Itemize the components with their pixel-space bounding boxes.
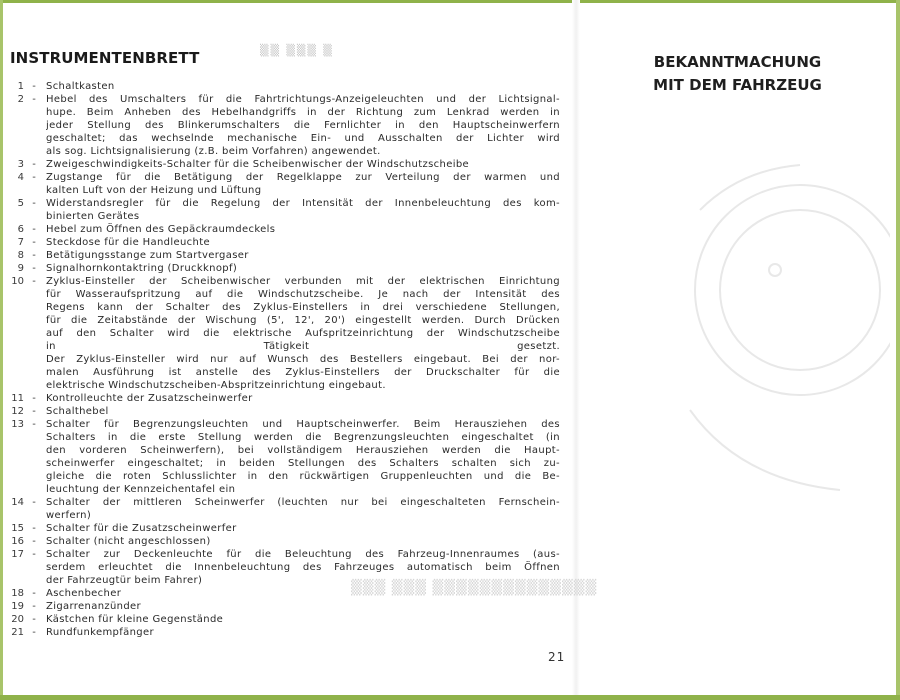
legend-item-text-line: Schalter für die Zusatzscheinwerfer <box>46 523 237 534</box>
page-border-bottom <box>0 695 900 700</box>
legend-item-dash: - <box>32 393 36 404</box>
legend-item-text-line: geschaltet; das wechselnde mechanische Ein- und Ausschalten der Lichter wird <box>46 133 560 144</box>
legend-item-number: 18 <box>11 588 24 599</box>
legend-item-dash: - <box>32 263 36 274</box>
legend-item-text-line: auf den Schalter wird die elektrische Aufspritzeinrichtung der Windschutzscheibe <box>46 328 560 339</box>
legend-item-number: 13 <box>11 419 24 430</box>
legend-item-text-line: Zweigeschwindigkeits-Schalter für die Scheibenwischer der Windschutzscheibe <box>46 159 470 170</box>
legend-item-text-line: der Fahrzeugtür beim Fahrer) <box>46 575 203 586</box>
legend-item-text-line: Schalters in die erste Stellung werden die Begrenzungsleuchten eingeschaltet (in <box>46 432 560 443</box>
section-heading: INSTRUMENTENBRETT <box>10 49 200 67</box>
legend-item-text-line: für die Zeitabstände der Wischung (5', 12', 20') eingestellt werden. Durch Drücken <box>46 315 560 326</box>
legend-item-number: 16 <box>11 536 24 547</box>
legend-item-dash: - <box>32 627 36 638</box>
legend-item-text-line: Zugstange für die Betätigung der Regelklappe zur Verteilung der warmen und <box>46 172 560 183</box>
legend-item-text-line: Zyklus-Einsteller der Scheibenwischer verbunden mit der elektrischen Einrichtung <box>46 276 560 287</box>
legend-item-text-line: Schalthebel <box>46 406 109 417</box>
legend-item-text-line: Schalter zur Deckenleuchte für die Beleuchtung des Fahrzeug-Innenraumes (aus- <box>46 549 560 560</box>
legend-item-number: 2 <box>17 94 24 105</box>
legend-item-text-line: werfern) <box>46 510 92 521</box>
legend-item-dash: - <box>32 224 36 235</box>
legend-item-number: 20 <box>11 614 24 625</box>
bleed-through-mark: ▒▒ ▒▒▒ ▒ <box>260 44 334 57</box>
legend-item <box>0 262 575 275</box>
legend-item-dash: - <box>32 601 36 612</box>
legend-item-dash: - <box>32 172 36 183</box>
legend-item-dash: - <box>32 536 36 547</box>
legend-item <box>0 249 575 262</box>
legend-item-number: 3 <box>17 159 24 170</box>
right-title-line2: MIT DEM FAHRZEUG <box>653 76 822 94</box>
legend-item-number: 1 <box>17 81 24 92</box>
legend-item-text-line: Kästchen für kleine Gegenstände <box>46 614 224 625</box>
legend-item-dash: - <box>32 549 36 560</box>
legend-item-text-line: scheinwerfer eingeschaltet; in beiden Stellungen des Schalters schalten sich zu- <box>46 458 560 469</box>
legend-item-text-line: für Wasseraufspritzung auf die Windschutzscheibe. Je nach der Intensität des <box>46 289 560 300</box>
legend-item-number: 4 <box>17 172 24 183</box>
legend-item-dash: - <box>32 276 36 287</box>
legend-item-dash: - <box>32 523 36 534</box>
legend-item <box>0 613 575 626</box>
legend-item-number: 11 <box>11 393 24 404</box>
legend-item-text-line: Hebel zum Öffnen des Gepäckraumdeckels <box>46 224 276 235</box>
page-number: 21 <box>548 650 566 664</box>
bleed-through-dashboard-image <box>680 150 890 530</box>
legend-item-number: 5 <box>17 198 24 209</box>
legend-item <box>0 197 575 223</box>
legend-item-text-line: jeder Stellung des Blinkerumschalters die Fernlichter in den Hauptscheinwerfern <box>46 120 560 131</box>
legend-item-text-line: Zigarrenanzünder <box>46 601 142 612</box>
legend-list <box>0 80 575 639</box>
legend-item <box>0 535 575 548</box>
legend-item <box>0 522 575 535</box>
legend-item-number: 12 <box>11 406 24 417</box>
legend-item-dash: - <box>32 406 36 417</box>
legend-item-text-line: Der Zyklus-Einsteller wird nur auf Wunsch des Bestellers eingebaut. Bei der nor- <box>46 354 560 365</box>
legend-item-number: 21 <box>11 627 24 638</box>
legend-item-text-line: hupe. Beim Anheben des Hebelhandgriffs in der Richtung zum Lenkrad werden in <box>46 107 560 118</box>
legend-item-text-line: Steckdose für die Handleuchte <box>46 237 210 248</box>
legend-item-dash: - <box>32 419 36 430</box>
legend-item-number: 15 <box>11 523 24 534</box>
legend-item-text-line: Schalter (nicht angeschlossen) <box>46 536 211 547</box>
legend-item-text-line: leuchtung der Kennzeichentafel ein <box>46 484 236 495</box>
legend-item-text-line: elektrische Windschutzscheiben-Abspritzeinrichtung eingebaut. <box>46 380 386 391</box>
legend-item-text-line: als sog. Lichtsignalisierung (z.B. beim Vorfahren) angewendet. <box>46 146 381 157</box>
legend-item <box>0 223 575 236</box>
legend-item-number: 10 <box>11 276 24 287</box>
legend-item-text-line: Betätigungsstange zum Startvergaser <box>46 250 249 261</box>
legend-item-dash: - <box>32 614 36 625</box>
legend-item-text-line: serdem erleuchtet die Innenbeleuchtung des Fahrzeuges automatisch beim Öffnen <box>46 562 560 573</box>
legend-item-number: 17 <box>11 549 24 560</box>
legend-item-text-line: Hebel des Umschalters für die Fahrtrichtungs-Anzeigeleuchten und der Lichtsignal- <box>46 94 560 105</box>
legend-item <box>0 496 575 522</box>
legend-item-dash: - <box>32 198 36 209</box>
legend-item <box>0 405 575 418</box>
legend-item-text-line: Rundfunkempfänger <box>46 627 154 638</box>
bleed-through-mirrored-title: ▒▒▒▒▒▒▒▒▒▒▒▒▒▒ ▒▒▒ ▒▒▒ <box>350 580 597 596</box>
legend-item-text-line: Schalter der mittleren Scheinwerfer (leuchten nur bei eingeschalteten Fernschein- <box>46 497 560 508</box>
legend-item <box>0 275 575 392</box>
legend-item-dash: - <box>32 94 36 105</box>
legend-item <box>0 158 575 171</box>
legend-item-text-line: Schalter für Begrenzungsleuchten und Hauptscheinwerfer. Beim Herausziehen des <box>46 419 560 430</box>
legend-item-number: 14 <box>11 497 24 508</box>
legend-item <box>0 392 575 405</box>
legend-item-dash: - <box>32 237 36 248</box>
legend-item-text-line: kalten Luft von der Heizung und Lüftung <box>46 185 262 196</box>
legend-item <box>0 236 575 249</box>
legend-item-number: 19 <box>11 601 24 612</box>
legend-item <box>0 626 575 639</box>
legend-item-text-line: den vorderen Scheinwerfern), bei vollständigem Herausziehen werden die Haupt- <box>46 445 560 456</box>
legend-item-dash: - <box>32 497 36 508</box>
legend-item-number: 8 <box>17 250 24 261</box>
legend-item-dash: - <box>32 159 36 170</box>
legend-item-number: 6 <box>17 224 24 235</box>
legend-item-dash: - <box>32 588 36 599</box>
right-title-line1: BEKANNTMACHUNG <box>653 53 822 71</box>
legend-item-text-line: Regens kann der Schalter des Zyklus-Einstellers in drei verschiedene Stellungen, <box>46 302 560 313</box>
legend-item-text-line: gleiche die roten Schlusslichter in den rückwärtigen Gruppenleuchten und die Be- <box>46 471 560 482</box>
legend-item-text-line: Schaltkasten <box>46 81 115 92</box>
legend-item <box>0 600 575 613</box>
legend-item-text-line: Widerstandsregler für die Regelung der Intensität der Innenbeleuchtung des kom- <box>46 198 560 209</box>
legend-item-text-line: binierten Gerätes <box>46 211 140 222</box>
legend-item-text-line: Aschenbecher <box>46 588 122 599</box>
legend-item <box>0 171 575 197</box>
legend-item-text-line: malen Ausführung ist anstelle des Zyklus-Einstellers der Druckschalter für die <box>46 367 560 378</box>
legend-item <box>0 80 575 93</box>
legend-item-dash: - <box>32 250 36 261</box>
legend-item-dash: - <box>32 81 36 92</box>
legend-item-text-line: Signalhornkontaktring (Druckknopf) <box>46 263 238 274</box>
legend-item-number: 9 <box>17 263 24 274</box>
legend-item-text-line: Kontrolleuchte der Zusatzscheinwerfer <box>46 393 253 404</box>
legend-item <box>0 418 575 496</box>
legend-item-number: 7 <box>17 237 24 248</box>
legend-item-text-line: in Tätigkeit gesetzt. <box>46 341 560 352</box>
legend-item <box>0 93 575 158</box>
